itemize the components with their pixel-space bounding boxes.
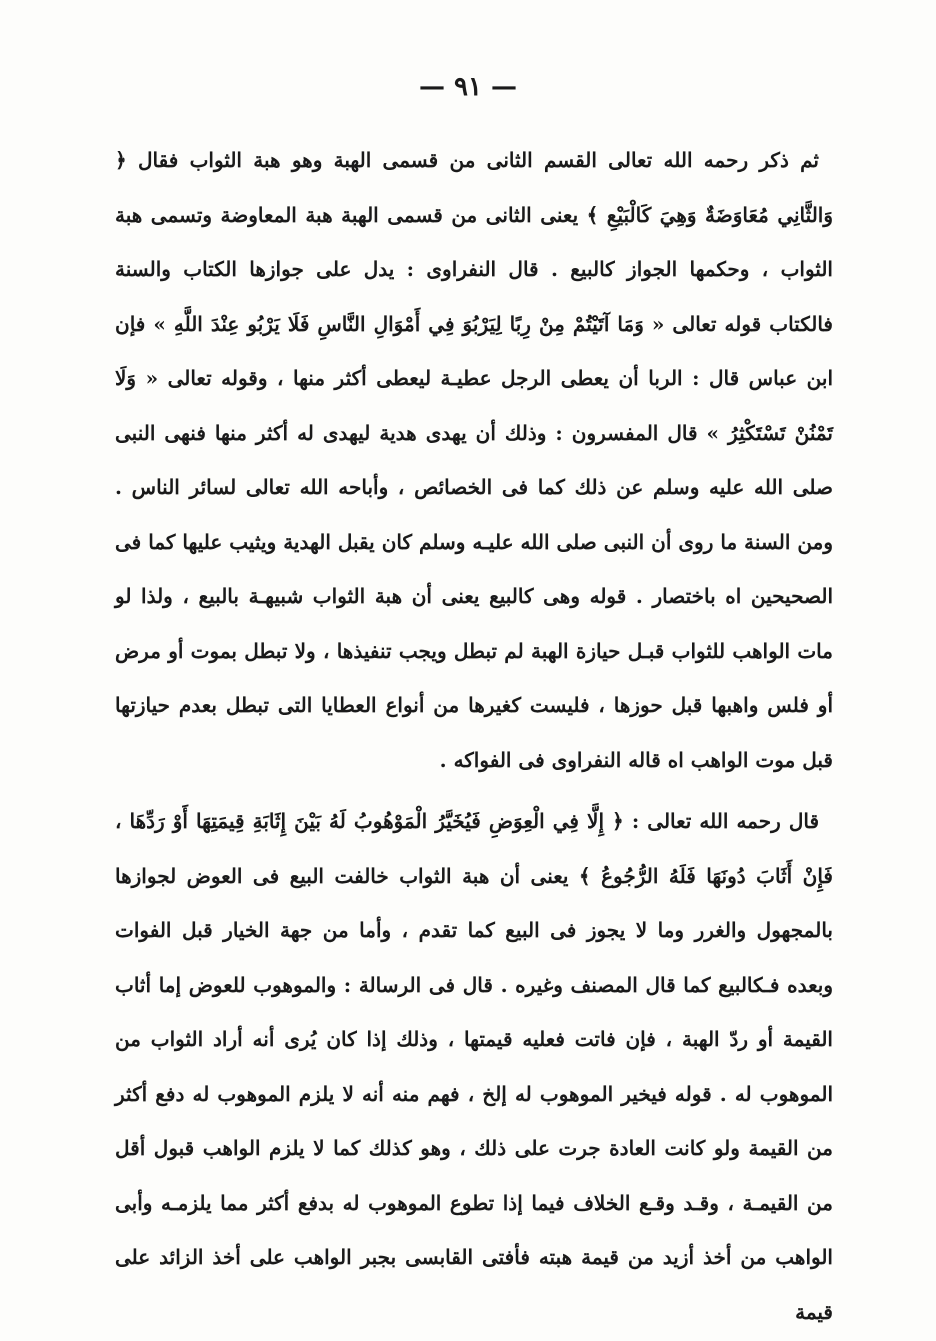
paragraph-text: قال رحمه الله تعالى : ﴿ إِلَّا فِي الْعِوَضِ فَيُخَيَّرُ الْمَوْهُوبُ لَهُ بَيْنَ إِثَابَةِ قِيمَتِهَا أَوْ رَدِّهَا ، فَإِنْ أَثَابَ دُونَهَا فَلَهُ الرُّجُوعُ ﴾ يعنى أن هبة الثواب خالفت البيع فى العوض لجوازها بالمجهول والغرر وما لا يجوز فى البيع كما تقدم ، وأما من جهة الخيار قبل الفوات وبعده فـكالبيع كما قال المصنف وغيره . قال فى الرسالة : والموهوب للعوض إما أثاب القيمة أو ردّ الهبة ، فإن فاتت فعليه قيمتها ، وذلك إذا كان يُرى أنه أراد الثواب من الموهوب له . قوله فيخير الموهوب له إلخ ، فهم منه أنه لا يلزم الموهوب له دفع أكثر من القيمة ولو كانت العادة جرت على ذلك ، وهو كذلك كما لا يلزم الواهب قبول أقل من القيمـة ، وقـد وقـع الخلاف فيما إذا تطوع الموهوب له بدفع أكثر مما يلزمـه وأبى الواهب من أخذ أزيد من قيمة هبته فأفتى القابسى بجبر الواهب على أخذ الزائد على قيمة bbox=[115, 809, 833, 1324]
body-paragraph-2 bbox=[115, 794, 833, 1339]
page-number: — ٩١ — bbox=[418, 72, 518, 102]
body-paragraph-1 bbox=[115, 133, 833, 787]
paragraph-text: ثم ذكر رحمه الله تعالى القسم الثانى من قسمى الهبة وهو هبة الثواب فقال ﴿ وَالثَّانِي مُعَاوَضَةٌ وَهِيَ كَالْبَيْعِ ﴾ يعنى الثانى من قسمى الهبة هبة المعاوضة وتسمى هبة الثواب ، وحكمها الجواز كالبيع . قال النفراوى : يدل على جوازها الكتاب والسنة فالكتاب قوله تعالى « وَمَا آتَيْتُمْ مِنْ رِبًا لِيَرْبُوَ فِي أَمْوَالِ النَّاسِ فَلَا يَرْبُو عِنْدَ اللَّهِ » فإن ابن عباس قال : الربا أن يعطى الرجل عطيـة ليعطى أكثر منها ، وقوله تعالى « وَلَا تَمْنُنْ تَسْتَكْثِرُ » قال المفسرون : وذلك أن يهدى هدية ليهدى له أكثر منها فنهى النبى صلى الله عليه وسلم عن ذلك كما فى الخصائص ، وأباحه الله تعالى لسائر الناس . ومن السنة ما روى أن النبى صلى الله عليـه وسلم كان يقبل الهدية ويثيب عليها كما فى الصحيحين اه باختصار . قوله وهى كالبيع يعنى أن هبة الثواب شبيهـة بالبيع ، ولذا لو مات الواهب للثواب قبـل حيازة الهبة لم تبطل ويجب تنفيذها ، ولا تبطل بموت أو مرض أو فلس واهبها قبل حوزها ، فليست كغيرها من أنواع العطايا التى تبطل بعدم حيازتها قبل موت الواهب اه قاله النفراوى فى الفواكه . bbox=[115, 148, 833, 772]
